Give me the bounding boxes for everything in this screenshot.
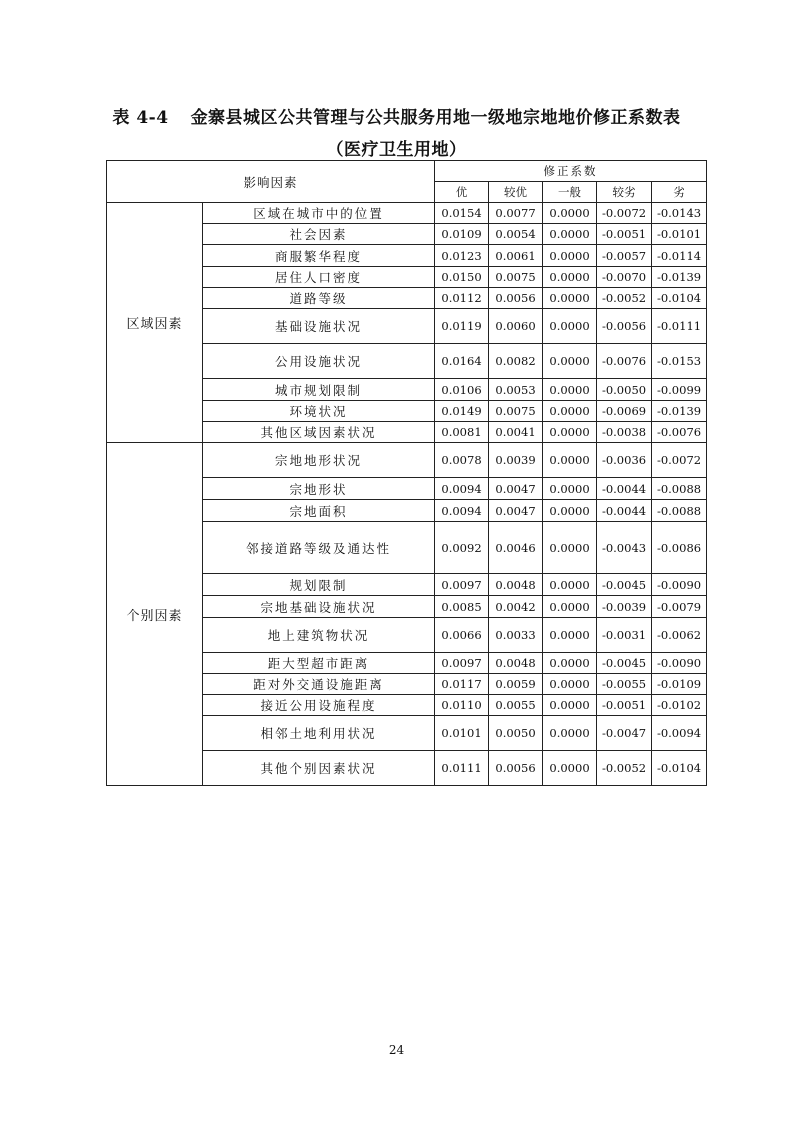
coefficient-cell: 0.0000: [543, 716, 597, 751]
factor-name: 其他区域因素状况: [203, 422, 435, 443]
coefficient-cell: 0.0109: [435, 224, 489, 245]
table-row: [107, 203, 707, 224]
coefficient-cell: 0.0000: [543, 574, 597, 596]
coefficient-cell: -0.0090: [652, 653, 707, 674]
coefficient-cell: -0.0052: [597, 751, 652, 786]
coefficient-cell: 0.0000: [543, 344, 597, 379]
coefficient-cell: 0.0123: [435, 245, 489, 267]
coefficient-cell: 0.0119: [435, 309, 489, 344]
coefficient-cell: -0.0104: [652, 288, 707, 309]
coefficient-cell: -0.0139: [652, 401, 707, 422]
coefficient-cell: -0.0072: [597, 203, 652, 224]
coefficient-cell: 0.0000: [543, 224, 597, 245]
page-number: 24: [388, 1043, 405, 1057]
coefficient-cell: 0.0097: [435, 653, 489, 674]
coefficient-cell: -0.0139: [652, 267, 707, 288]
coefficient-cell: 0.0000: [543, 203, 597, 224]
coefficient-cell: -0.0057: [597, 245, 652, 267]
coefficient-cell: 0.0000: [543, 422, 597, 443]
factor-name: 宗地地形状况: [203, 443, 435, 478]
factor-name: 相邻土地利用状况: [203, 716, 435, 751]
coefficient-cell: -0.0143: [652, 203, 707, 224]
coefficient-cell: 0.0066: [435, 618, 489, 653]
coefficient-cell: 0.0000: [543, 379, 597, 401]
coefficient-cell: 0.0047: [489, 500, 543, 522]
coefficient-cell: 0.0000: [543, 245, 597, 267]
coefficient-cell: 0.0053: [489, 379, 543, 401]
coefficient-cell: 0.0000: [543, 401, 597, 422]
factor-name: 区域在城市中的位置: [203, 203, 435, 224]
coefficient-cell: 0.0149: [435, 401, 489, 422]
coefficient-cell: 0.0000: [543, 618, 597, 653]
coefficient-cell: 0.0000: [543, 596, 597, 618]
factor-name: 宗地基础设施状况: [203, 596, 435, 618]
level-header-good: 较优: [489, 182, 543, 203]
level-header-bad: 劣: [652, 182, 707, 203]
correction-coefficient-header: 修正系数: [435, 161, 707, 182]
coefficient-cell: -0.0036: [597, 443, 652, 478]
coefficient-cell: 0.0164: [435, 344, 489, 379]
factor-category: 区域因素: [107, 203, 203, 443]
factor-name: 其他个别因素状况: [203, 751, 435, 786]
coefficient-cell: 0.0048: [489, 574, 543, 596]
factor-name: 邻接道路等级及通达性: [203, 522, 435, 574]
coefficient-cell: 0.0077: [489, 203, 543, 224]
coefficient-cell: 0.0082: [489, 344, 543, 379]
coefficient-cell: -0.0044: [597, 478, 652, 500]
coefficient-cell: 0.0081: [435, 422, 489, 443]
coefficient-cell: -0.0088: [652, 500, 707, 522]
coefficient-cell: 0.0000: [543, 751, 597, 786]
level-header-poor: 较劣: [597, 182, 652, 203]
coefficient-cell: 0.0042: [489, 596, 543, 618]
coefficient-cell: 0.0047: [489, 478, 543, 500]
coefficient-cell: 0.0117: [435, 674, 489, 695]
coefficient-cell: -0.0099: [652, 379, 707, 401]
coefficient-cell: 0.0046: [489, 522, 543, 574]
coefficient-cell: 0.0055: [489, 695, 543, 716]
coefficient-cell: 0.0154: [435, 203, 489, 224]
coefficient-cell: 0.0041: [489, 422, 543, 443]
coefficient-cell: 0.0060: [489, 309, 543, 344]
factor-name: 地上建筑物状况: [203, 618, 435, 653]
coefficient-cell: -0.0031: [597, 618, 652, 653]
factor-name: 宗地面积: [203, 500, 435, 522]
coefficient-cell: -0.0114: [652, 245, 707, 267]
coefficient-cell: 0.0110: [435, 695, 489, 716]
factor-name: 商服繁华程度: [203, 245, 435, 267]
coefficient-cell: -0.0051: [597, 224, 652, 245]
coefficient-cell: -0.0069: [597, 401, 652, 422]
coefficient-cell: 0.0000: [543, 288, 597, 309]
factor-name: 道路等级: [203, 288, 435, 309]
coefficient-cell: -0.0104: [652, 751, 707, 786]
coefficient-cell: -0.0051: [597, 695, 652, 716]
level-header-excellent: 优: [435, 182, 489, 203]
coefficient-cell: -0.0076: [597, 344, 652, 379]
coefficient-cell: 0.0056: [489, 751, 543, 786]
table-title: [0, 103, 793, 128]
factor-name: 接近公用设施程度: [203, 695, 435, 716]
factor-name: 基础设施状况: [203, 309, 435, 344]
coefficient-cell: 0.0000: [543, 267, 597, 288]
coefficient-cell: 0.0112: [435, 288, 489, 309]
coefficient-cell: 0.0106: [435, 379, 489, 401]
coefficient-cell: 0.0059: [489, 674, 543, 695]
coefficient-cell: 0.0150: [435, 267, 489, 288]
coefficient-cell: 0.0048: [489, 653, 543, 674]
coefficient-cell: 0.0000: [543, 443, 597, 478]
coefficient-cell: 0.0101: [435, 716, 489, 751]
coefficient-cell: 0.0092: [435, 522, 489, 574]
coefficient-cell: 0.0000: [543, 522, 597, 574]
coefficient-cell: -0.0086: [652, 522, 707, 574]
coefficient-cell: 0.0075: [489, 267, 543, 288]
coefficient-cell: 0.0094: [435, 500, 489, 522]
influence-factor-header: 影响因素: [107, 161, 435, 203]
factor-name: 距大型超市距离: [203, 653, 435, 674]
coefficient-cell: 0.0097: [435, 574, 489, 596]
coefficient-cell: 0.0000: [543, 500, 597, 522]
coefficient-cell: 0.0078: [435, 443, 489, 478]
coefficient-cell: -0.0153: [652, 344, 707, 379]
coefficient-cell: 0.0000: [543, 309, 597, 344]
table-title-main: 金寨县城区公共管理与公共服务用地一级地宗地地价修正系数表: [190, 108, 681, 128]
factor-name: 规划限制: [203, 574, 435, 596]
coefficient-cell: -0.0045: [597, 653, 652, 674]
coefficient-cell: -0.0101: [652, 224, 707, 245]
coefficient-cell: -0.0062: [652, 618, 707, 653]
coefficient-cell: -0.0043: [597, 522, 652, 574]
factor-category: 个别因素: [107, 443, 203, 786]
coefficient-cell: 0.0000: [543, 478, 597, 500]
factor-name: 宗地形状: [203, 478, 435, 500]
factor-name: 居住人口密度: [203, 267, 435, 288]
coefficient-cell: -0.0070: [597, 267, 652, 288]
factor-name: 城市规划限制: [203, 379, 435, 401]
coefficient-cell: -0.0111: [652, 309, 707, 344]
coefficient-cell: -0.0038: [597, 422, 652, 443]
coefficient-cell: 0.0054: [489, 224, 543, 245]
coefficient-cell: -0.0047: [597, 716, 652, 751]
coefficient-cell: 0.0000: [543, 653, 597, 674]
table-label: 表 4-4: [112, 108, 169, 128]
coefficient-cell: 0.0111: [435, 751, 489, 786]
factor-name: 环境状况: [203, 401, 435, 422]
coefficient-cell: -0.0090: [652, 574, 707, 596]
coefficient-cell: -0.0072: [652, 443, 707, 478]
factor-name: 社会因素: [203, 224, 435, 245]
coefficient-cell: 0.0085: [435, 596, 489, 618]
coefficient-cell: 0.0094: [435, 478, 489, 500]
coefficient-cell: 0.0061: [489, 245, 543, 267]
coefficient-cell: 0.0050: [489, 716, 543, 751]
coefficient-cell: -0.0094: [652, 716, 707, 751]
coefficient-cell: 0.0075: [489, 401, 543, 422]
coefficient-cell: -0.0050: [597, 379, 652, 401]
coefficient-cell: -0.0045: [597, 574, 652, 596]
level-header-average: 一般: [543, 182, 597, 203]
coefficient-cell: -0.0088: [652, 478, 707, 500]
coefficient-cell: 0.0000: [543, 674, 597, 695]
coefficient-cell: -0.0056: [597, 309, 652, 344]
correction-coefficient-table: [106, 160, 707, 786]
coefficient-cell: 0.0039: [489, 443, 543, 478]
coefficient-cell: -0.0052: [597, 288, 652, 309]
coefficient-cell: 0.0033: [489, 618, 543, 653]
coefficient-cell: -0.0102: [652, 695, 707, 716]
coefficient-cell: -0.0055: [597, 674, 652, 695]
coefficient-cell: -0.0039: [597, 596, 652, 618]
factor-name: 距对外交通设施距离: [203, 674, 435, 695]
coefficient-cell: -0.0044: [597, 500, 652, 522]
coefficient-cell: 0.0000: [543, 695, 597, 716]
table-row: [107, 443, 707, 478]
table-subtitle: （医疗卫生用地）: [326, 140, 467, 160]
coefficient-cell: -0.0079: [652, 596, 707, 618]
factor-name: 公用设施状况: [203, 344, 435, 379]
coefficient-cell: 0.0056: [489, 288, 543, 309]
coefficient-cell: -0.0076: [652, 422, 707, 443]
coefficient-cell: -0.0109: [652, 674, 707, 695]
